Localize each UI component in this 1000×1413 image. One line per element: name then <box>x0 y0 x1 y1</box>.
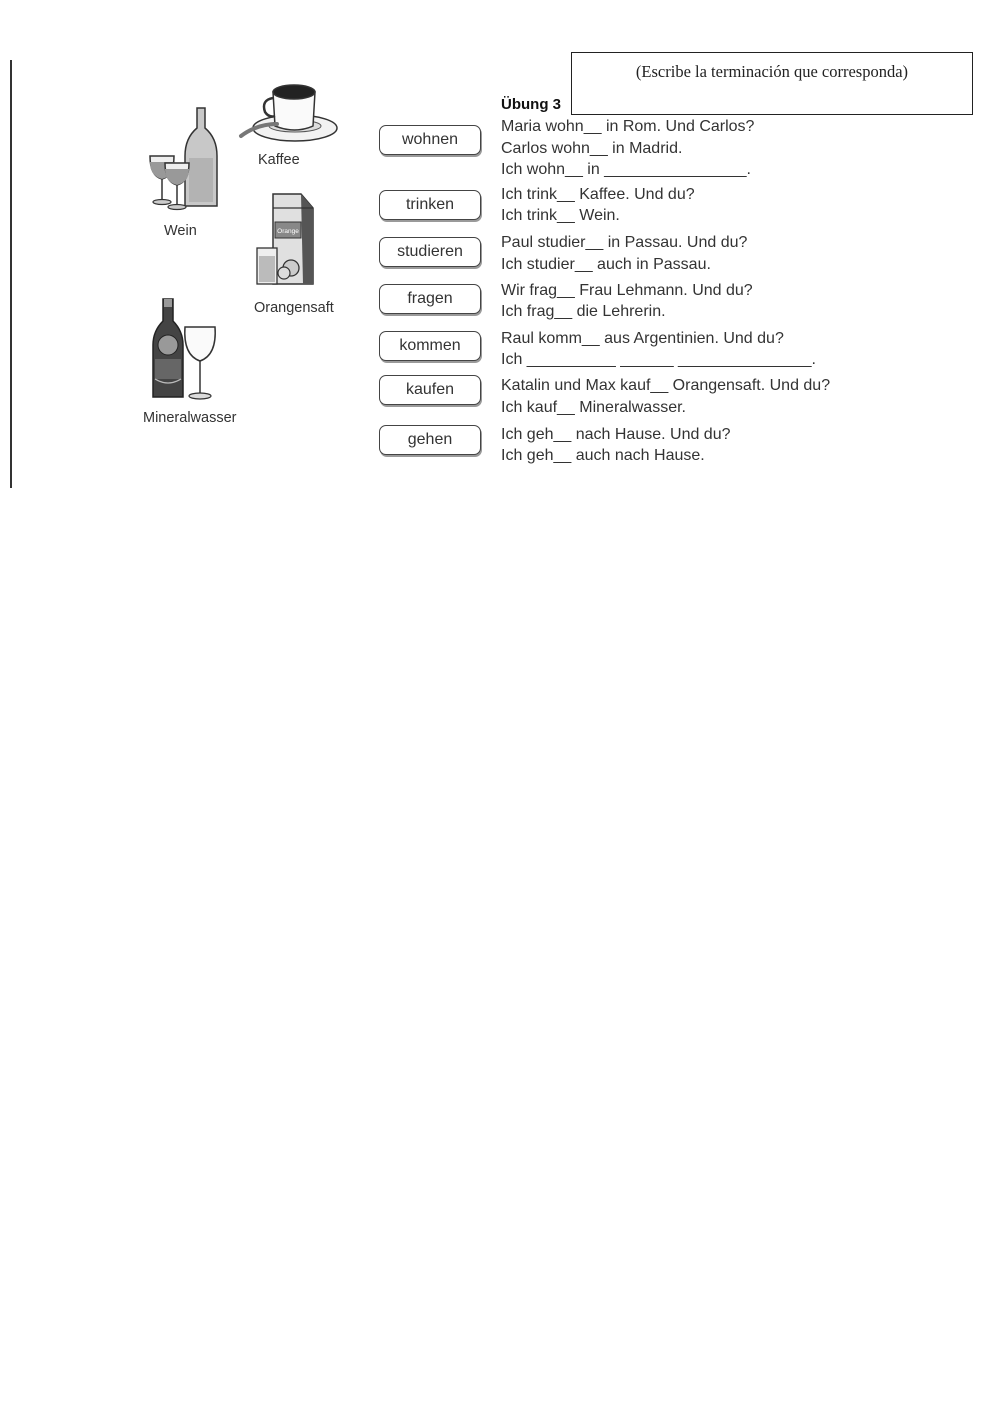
instruction-text: (Escribe la terminación que corresponda) <box>635 62 909 81</box>
orangensaft-label: Orangensaft <box>254 300 334 316</box>
sentence-fragen-1: Wir frag__ Frau Lehmann. Und du? <box>501 282 753 299</box>
exercise-title: Übung 3 <box>501 96 561 113</box>
kaffee-label: Kaffee <box>258 152 300 168</box>
sentence-wohnen-1: Maria wohn__ in Rom. Und Carlos? <box>501 118 755 135</box>
verb-box-gehen: gehen <box>379 425 481 455</box>
sentence-kaufen-1: Katalin und Max kauf__ Orangensaft. Und du? <box>501 377 831 394</box>
margin-rule <box>10 60 12 488</box>
sentence-trinken-2: Ich trink__ Wein. <box>501 207 620 224</box>
verb-box-studieren: studieren <box>379 237 481 267</box>
sentence-kommen-2: Ich __________ ______ _______________. <box>501 351 816 368</box>
instruction-box <box>571 52 973 115</box>
sentence-gehen-1: Ich geh__ nach Hause. Und du? <box>501 426 731 443</box>
mineralwasser-label: Mineralwasser <box>143 410 237 426</box>
verb-box-fragen: fragen <box>379 284 481 314</box>
sentence-studieren-1: Paul studier__ in Passau. Und du? <box>501 234 748 251</box>
mineralwasser-illustration <box>149 297 221 403</box>
wein-label: Wein <box>164 223 197 239</box>
sentence-kommen-1: Raul komm__ aus Argentinien. Und du? <box>501 330 784 347</box>
orangensaft-illustration <box>253 192 325 292</box>
sentence-wohnen-2: Carlos wohn__ in Madrid. <box>501 140 683 157</box>
wine-illustration <box>145 106 225 214</box>
sentence-fragen-2: Ich frag__ die Lehrerin. <box>501 303 666 320</box>
sentence-kaufen-2: Ich kauf__ Mineralwasser. <box>501 399 686 416</box>
verb-box-wohnen: wohnen <box>379 125 481 155</box>
coffee-illustration <box>237 80 341 146</box>
carton-label: Orange <box>277 228 299 235</box>
verb-box-trinken: trinken <box>379 190 481 220</box>
verb-box-kaufen: kaufen <box>379 375 481 405</box>
verb-box-kommen: kommen <box>379 331 481 361</box>
sentence-studieren-2: Ich studier__ auch in Passau. <box>501 256 711 273</box>
sentence-gehen-2: Ich geh__ auch nach Hause. <box>501 447 705 464</box>
sentence-wohnen-3: Ich wohn__ in ________________. <box>501 161 751 178</box>
sentence-trinken-1: Ich trink__ Kaffee. Und du? <box>501 186 695 203</box>
